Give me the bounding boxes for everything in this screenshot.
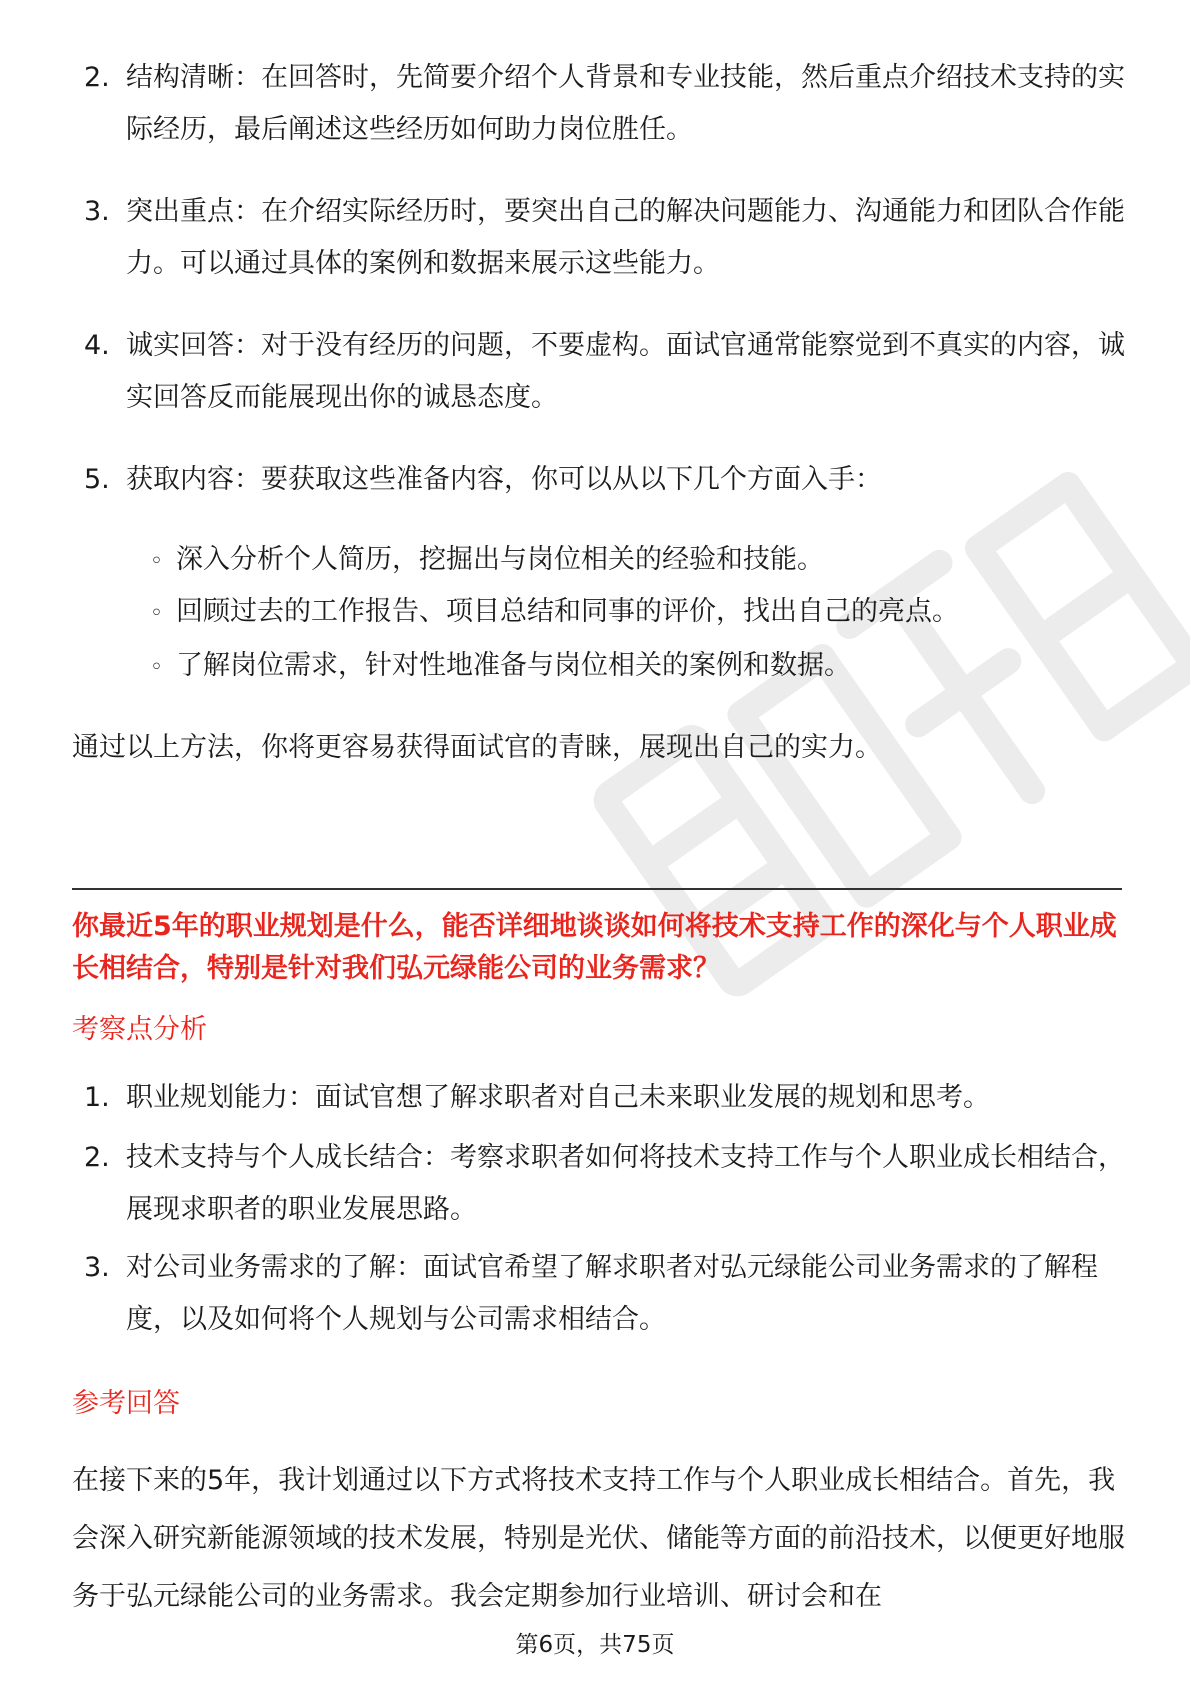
list-item: [84, 186, 1134, 290]
list-item-text: 技术支持与个人成长结合：考察求职者如何将技术支持工作与个人职业成长相结合，展现求职者的职业发展思路。: [126, 1142, 1125, 1225]
list-item-text: 对公司业务需求的了解：面试官希望了解求职者对弘元绿能公司业务需求的了解程度，以及如何将个人规划与公司需求相结合。: [126, 1252, 1098, 1335]
sub-list-item-text: 了解岗位需求，针对性地准备与岗位相关的案例和数据。: [176, 650, 851, 681]
sub-list-item: [150, 586, 1130, 640]
analysis-list-item: [84, 1072, 1134, 1124]
analysis-list-item: [84, 1132, 1134, 1236]
list-item-number: 5.: [84, 464, 110, 495]
sub-list-item: [150, 640, 1130, 694]
bullet-icon: ◦: [150, 549, 163, 574]
section-divider: [72, 888, 1122, 890]
list-item-text: 获取内容：要获取这些准备内容，你可以从以下几个方面入手：: [126, 464, 882, 495]
page-footer: 第6页，共75页: [515, 1632, 675, 1658]
list-item: [84, 320, 1134, 424]
bullet-icon: ◦: [150, 601, 163, 626]
list-item-number: 2.: [84, 1142, 110, 1173]
sub-list-item-text: 回顾过去的工作报告、项目总结和同事的评价，找出自己的亮点。: [176, 596, 959, 627]
list-item-text: 诚实回答：对于没有经历的问题，不要虚构。面试官通常能察觉到不真实的内容，诚实回答反而能展现出你的诚恳态度。: [126, 330, 1125, 413]
list-item-text: 结构清晰：在回答时，先简要介绍个人背景和专业技能，然后重点介绍技术支持的实际经历，最后阐述这些经历如何助力岗位胜任。: [126, 62, 1125, 145]
bullet-icon: ◦: [150, 655, 163, 680]
list-item: [84, 454, 1134, 506]
answer-heading: 参考回答: [72, 1388, 180, 1419]
analysis-heading: 考察点分析: [72, 1014, 207, 1045]
list-item-number: 4.: [84, 330, 110, 361]
answer-paragraph: 在接下来的5年，我计划通过以下方式将技术支持工作与个人职业成长相结合。首先，我会深入研究新能源领域的技术发展，特别是光伏、储能等方面的前沿技术，以便更好地服务于弘元绿能公司的业务需求。我会定期参加行业培训、研讨会和在: [72, 1465, 1125, 1612]
list-item-text: 突出重点：在介绍实际经历时，要突出自己的解决问题能力、沟通能力和团队合作能力。可以通过具体的案例和数据来展示这些能力。: [126, 196, 1125, 279]
interview-question: 你最近5年的职业规划是什么，能否详细地谈谈如何将技术支持工作的深化与个人职业成长相结合，特别是针对我们弘元绿能公司的业务需求？: [72, 911, 1117, 984]
list-item-number: 2.: [84, 62, 110, 93]
list-item-number: 1.: [84, 1082, 110, 1113]
sub-list-item: [150, 534, 1130, 588]
sub-list-item-text: 深入分析个人简历，挖掘出与岗位相关的经验和技能。: [176, 544, 824, 575]
analysis-list-item: [84, 1242, 1134, 1346]
list-item: [84, 52, 1134, 156]
summary-paragraph: 通过以上方法，你将更容易获得面试官的青睐，展现出自己的实力。: [72, 732, 882, 763]
list-item-text: 职业规划能力：面试官想了解求职者对自己未来职业发展的规划和思考。: [126, 1082, 990, 1113]
list-item-number: 3.: [84, 196, 110, 227]
list-item-number: 3.: [84, 1252, 110, 1283]
